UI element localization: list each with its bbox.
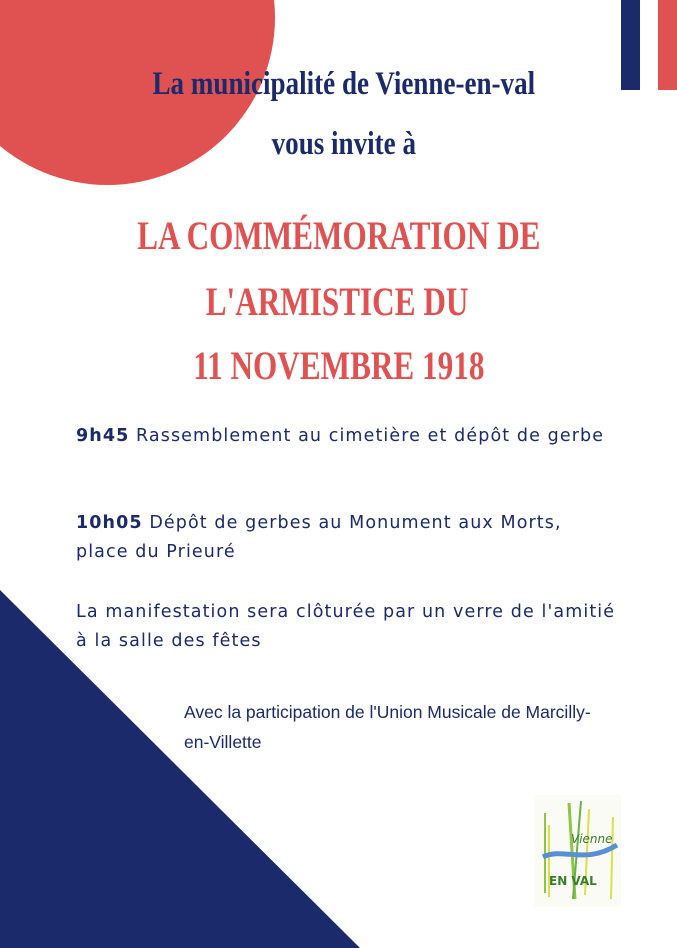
flag-red-stripe [658, 0, 677, 90]
invitation-line-1: La municipalité de Vienne-en-val [152, 66, 536, 102]
program-description-1: Rassemblement au cimetière et dépôt de gerbe [129, 426, 605, 446]
french-flag-icon [621, 0, 677, 90]
participation-note: Avec la participation de l'Union Musicale de Marcilly-en-Villette [184, 702, 591, 752]
event-title-line-1: LA COMMÉMORATION DE [137, 213, 541, 258]
event-title-line-2: L'ARMISTICE DU [205, 279, 469, 324]
flag-white-stripe [640, 0, 659, 90]
program-time-2: 10h05 [76, 513, 143, 533]
logo-top-text: Vienne [571, 832, 613, 846]
vienne-en-val-logo [535, 795, 621, 907]
flag-blue-stripe [621, 0, 640, 90]
invitation-line-2: vous invite à [271, 126, 416, 162]
program-time-1: 9h45 [76, 426, 130, 446]
closing-note: La manifestation sera clôturée par un verre de l'amitié à la salle des fêtes [76, 602, 616, 651]
program-item-2 [76, 509, 616, 567]
program-item-1 [76, 422, 616, 451]
program-description-2: Dépôt de gerbes au Monument aux Morts, place du Prieuré [76, 513, 562, 562]
logo-bottom-text: EN VAL [549, 874, 597, 888]
event-title-line-3: 11 NOVEMBRE 1918 [193, 343, 485, 388]
